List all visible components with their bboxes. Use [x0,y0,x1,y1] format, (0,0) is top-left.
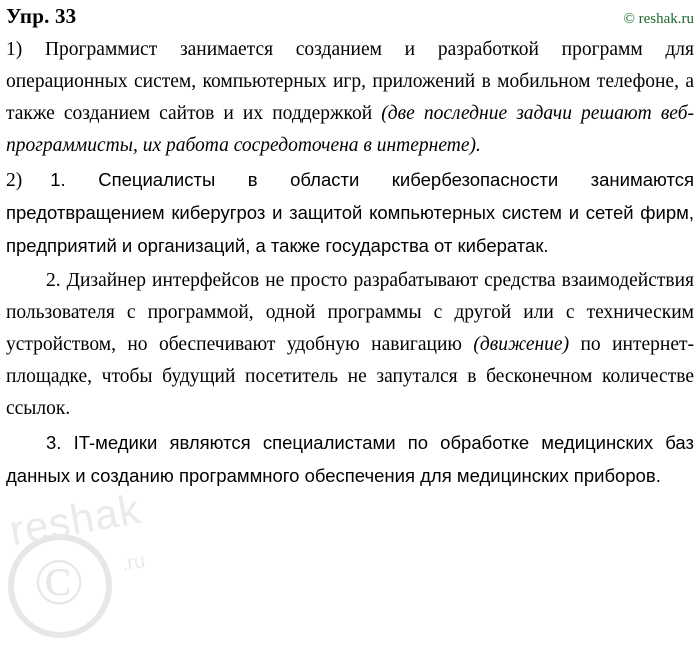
page-title: Упр. 33 [6,4,77,28]
paragraph-2-marker: 2) [6,170,23,191]
paragraph-4-number: 3. [46,432,62,453]
paragraph-3 [6,265,694,425]
paragraph-3-text-b: по интернет-площадке, чтобы будущий посетитель не запутался в бесконечном количестве ссылок. [6,334,694,419]
watermark [0,470,300,660]
paragraph-2-text: Специалисты в области кибербезопасности занимаются предотвращением киберугроз и защитой компьютерных систем и сетей фирм, предприятий и организаций, а также государства от кибератак. [6,169,694,256]
paragraph-3-number: 2. [46,270,61,291]
paragraph-3-italic-note: (движение) [473,334,570,355]
answer-body [2,28,698,493]
page-header [2,0,698,28]
watermark-copyright-glyph: © [34,546,85,619]
paragraph-1-italic-note: (две последние задачи решают веб-программисты, их работа сосредоточена в интернете). [6,103,694,156]
paragraph-2 [6,164,694,263]
paragraph-1-text: Программист занимается созданием и разработкой программ для операционных систем, компьютерных игр, приложений в мобильном телефоне, а также созданием сайтов и их поддержкой [6,39,694,124]
paragraph-1-marker: 1) [6,39,23,60]
copyright-notice: © reshak.ru [623,11,694,27]
paragraph-2-number: 1. [50,169,66,190]
paragraph-3-text-a: Дизайнер интерфейсов не просто разрабатывают средства взаимодействия пользователя с программой, одной программы с другой или с техническим устройством, но обеспечивают удобную навигацию [6,270,694,355]
paragraph-4-text: IT-медики являются специалистами по обработке медицинских баз данных и созданию программного обеспечения для медицинских приборов. [6,432,694,486]
watermark-text: reshak [6,485,145,555]
paragraph-4 [6,427,694,493]
paragraph-1 [6,34,694,162]
watermark-domain: .ru [120,549,147,576]
watermark-circle [8,534,112,638]
